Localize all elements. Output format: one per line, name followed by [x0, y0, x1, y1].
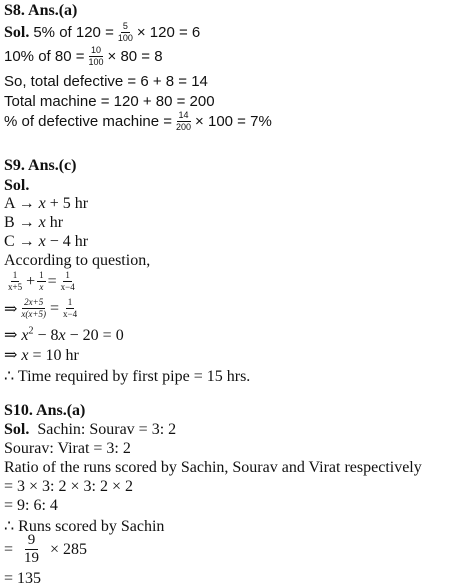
s9-pipe-b: B → x hr — [4, 214, 64, 231]
s10-line-2: Sourav: Virat = 3: 2 — [4, 440, 131, 457]
s9-according: According to question, — [4, 252, 151, 269]
s9-eq2-frac-1: $\frac{2x+5}{x(x+5)}$ — [21, 297, 46, 319]
s8-l1-left: 5% of 120 = — [33, 24, 114, 41]
s10-heading: S10. Ans.(a) — [4, 402, 86, 419]
s8-l1-right: × 120 = 6 — [136, 24, 201, 41]
s10-line-4: = 3 × 3: 2 × 3: 2 × 2 — [4, 478, 133, 495]
s9-pipe-a: A → x + 5 hr — [4, 195, 89, 212]
s8-l5-right: × 100 = 7% — [195, 113, 272, 130]
s9-equation-1: $\frac{1}{x+5}$ + $\frac{1}{x}$ = $\frac{1}{x-4}$ — [8, 270, 75, 292]
s8-l2-left: 10% of 80 = — [4, 48, 85, 65]
s9-equation-3: ⇒ $x^2 - 8x - 20 = 0$ — [4, 325, 124, 344]
s8-line-4: Total machine = 120 + 80 = 200 — [4, 93, 215, 110]
s10-l7-fraction: $\frac{9}{19}$ — [24, 532, 40, 566]
s8-line-1 — [4, 22, 200, 43]
s9-eq1-frac-3: $\frac{1}{x-4}$ — [60, 270, 75, 292]
s10-line-3: Ratio of the runs scored by Sachin, Sourav and Virat respectively — [4, 459, 422, 476]
s8-line-3: So, total defective = 6 + 8 = 14 — [4, 73, 208, 90]
s9-conclusion: ∴ Time required by first pipe = 15 hrs. — [4, 368, 251, 385]
s9-eq2-frac-2: $\frac{1}{x-4}$ — [63, 297, 78, 319]
s8-l1-fraction: $\frac{5}{100}$ — [117, 21, 133, 43]
s10-line-6: ∴ Runs scored by Sachin — [4, 518, 165, 535]
s10-line-5: = 9: 6: 4 — [4, 497, 58, 514]
s8-heading: S8. Ans.(a) — [4, 2, 78, 19]
s8-sol-label: Sol. — [4, 23, 30, 41]
s9-pipe-c: C → x − 4 hr — [4, 233, 89, 250]
s10-line-8: = 135 — [4, 570, 42, 587]
s8-l2-right: × 80 = 8 — [107, 48, 163, 65]
s10-sol-label: Sol. — [4, 421, 30, 438]
s8-l5-left: % of defective machine = — [4, 113, 173, 130]
s9-heading: S9. Ans.(c) — [4, 157, 77, 174]
s9-sol-label: Sol. — [4, 177, 30, 194]
s10-line-7: = $\frac{9}{19}$ × 285 — [4, 532, 88, 566]
s9-equation-2: ⇒ $\frac{2x+5}{x(x+5)}$ = $\frac{1}{x-4}$ — [4, 297, 78, 319]
s10-line-1: Sol. Sachin: Sourav = 3: 2 — [4, 421, 177, 438]
s8-line-5 — [4, 111, 272, 132]
s8-l2-fraction: $\frac{10}{100}$ — [88, 45, 104, 67]
s8-l5-fraction: $\frac{14}{200}$ — [176, 110, 192, 132]
s9-equation-4: ⇒ x = 10 hr — [4, 347, 79, 364]
s9-eq1-frac-1: $\frac{1}{x+5}$ — [8, 270, 23, 292]
s8-line-2 — [4, 46, 163, 67]
s9-eq1-frac-2: $\frac{1}{x}$ — [39, 270, 44, 292]
